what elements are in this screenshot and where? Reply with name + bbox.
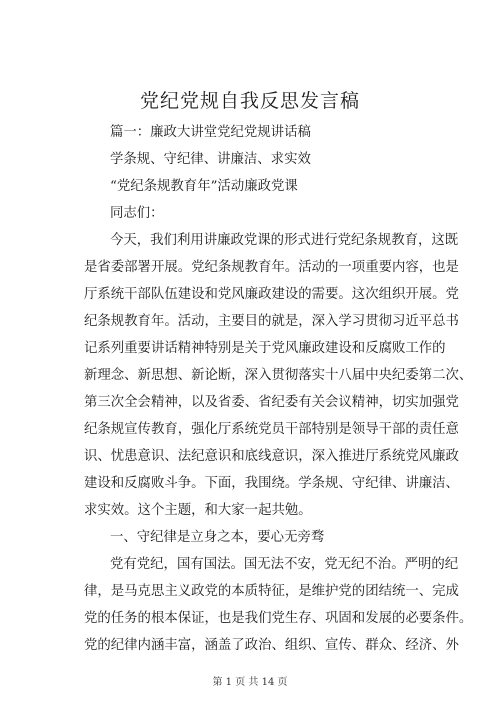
body-line: 记系列重要讲话精神特别是关于党风廉政建设和反腐败工作的 xyxy=(84,341,446,356)
body-line: 新理念、新思想、新论断，深入贯彻落实十八届中央纪委第二次、 xyxy=(84,368,473,383)
salutation: 同志们： xyxy=(110,206,164,221)
body-line: 今天，我们利用讲廉政党课的形式进行党纪条规教育，这既 xyxy=(110,233,459,248)
body-line: 第三次全会精神，以及省委、省纪委有关会议精神，切实加强党 xyxy=(84,395,459,410)
body-line: 律，是马克思主义政党的本质特征，是维护党的团结统一、完成 xyxy=(84,584,459,599)
body-line: 建设和反腐败斗争。下面，我围绕。学条规、守纪律、讲廉洁、 xyxy=(84,476,459,491)
body-line: 纪条规教育年。活动，主要目的就是，深入学习贯彻习近平总书 xyxy=(84,314,459,329)
document-title: 党纪党规自我反思发言稿 xyxy=(139,90,360,112)
section-heading: 一、守纪律是立身之本，要心无旁骛 xyxy=(110,530,325,545)
body-line: 求实效。这个主题，和大家一起共勉。 xyxy=(84,503,312,518)
page-footer: 第 1 页 共 14 页 xyxy=(212,677,288,688)
subtitle-line: “党纪条规教育年”活动廉政党课 xyxy=(110,179,298,194)
subtitle-line: 篇一：廉政大讲堂党纪党规讲话稿 xyxy=(110,125,311,140)
body-line: 党的纪律内涵丰富，涵盖了政治、组织、宣传、群众、经济、外 xyxy=(84,638,459,653)
body-line: 党的任务的根本保证，也是我们党生存、巩固和发展的必要条件。 xyxy=(84,611,473,626)
body-line: 厅系统干部队伍建设和党风廉政建设的需要。这次组织开展。党 xyxy=(84,287,459,302)
subtitle-line: 学条规、守纪律、讲廉洁、求实效 xyxy=(110,152,311,167)
body-line: 纪条规宣传教育，强化厅系统党员干部特别是领导干部的责任意 xyxy=(84,422,459,437)
body-line: 是省委部署开展。党纪条规教育年。活动的一项重要内容，也是 xyxy=(84,260,459,275)
body-line: 党有党纪，国有国法。国无法不安，党无纪不治。严明的纪 xyxy=(110,557,459,572)
body-line: 识、忧患意识、法纪意识和底线意识，深入推进厅系统党风廉政 xyxy=(84,449,459,464)
